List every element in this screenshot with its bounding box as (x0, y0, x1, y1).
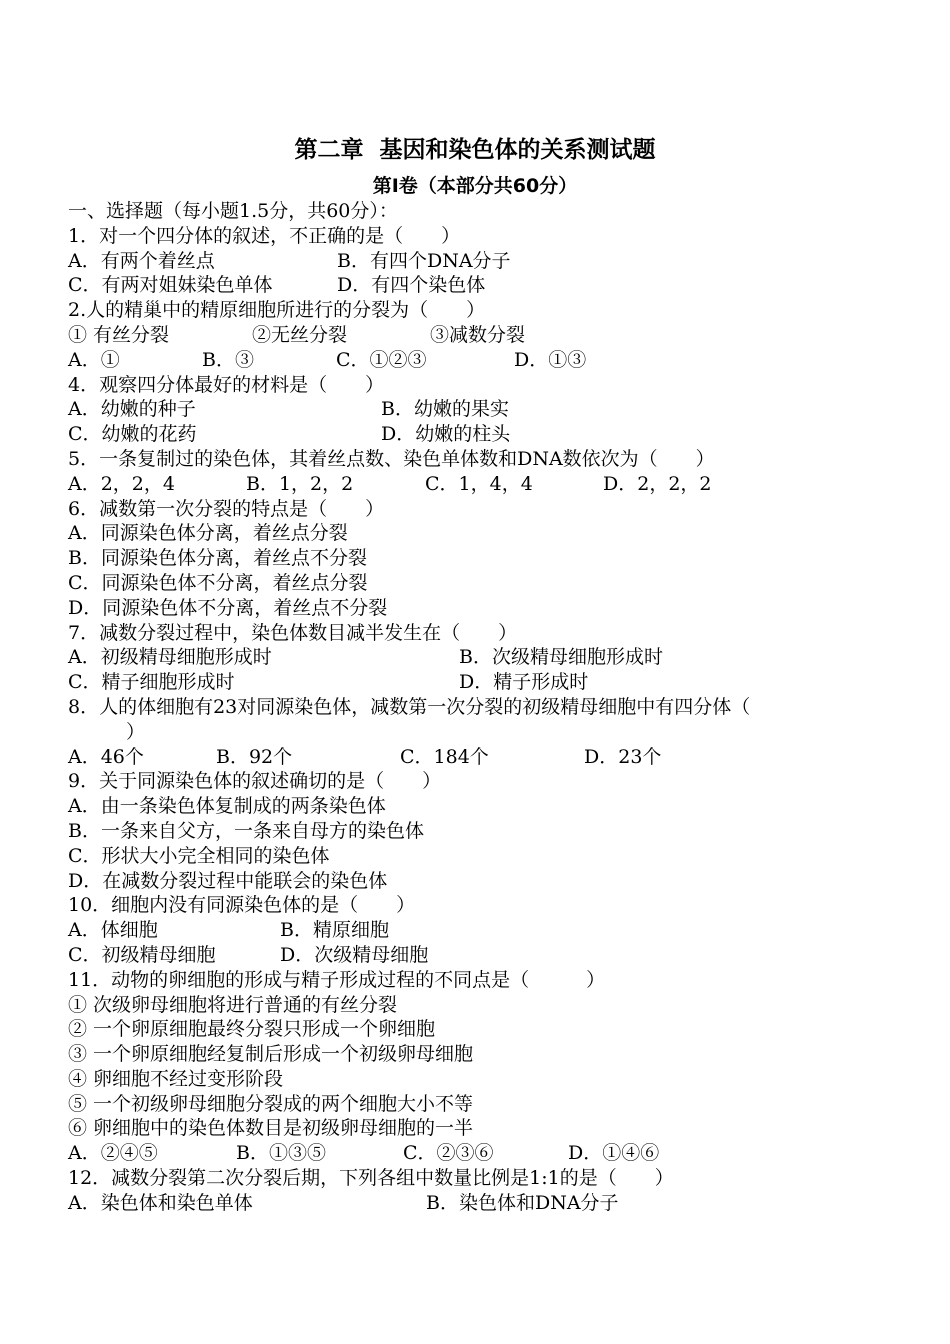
question-stem-continued (68, 720, 888, 745)
option-row (68, 1141, 888, 1166)
question-list (68, 199, 888, 1216)
option: A．由一条染色体复制成的两条染色体 (68, 795, 386, 818)
option: C．184个 (400, 745, 489, 768)
option: D．精子形成时 (459, 671, 589, 694)
option: B．一条来自父方，一条来自母方的染色体 (68, 819, 424, 842)
option: B．同源染色体分离，着丝点不分裂 (68, 547, 367, 570)
option: A．幼嫩的种子 (68, 398, 196, 421)
bracket-close: ） (126, 720, 146, 743)
option: A．2，2，4 (68, 472, 175, 495)
option: A．同源染色体分离，着丝点分裂 (68, 522, 348, 545)
option: C．②③⑥ (403, 1142, 494, 1165)
option: C．①②③ (336, 348, 427, 371)
option-row (68, 472, 888, 497)
option: B．有四个DNA分子 (337, 249, 511, 272)
statement: ② 一个卵原细胞最终分裂只形成一个卵细胞 (68, 1018, 436, 1041)
statement: ④ 卵细胞不经过变形阶段 (68, 1067, 284, 1090)
option-row (68, 745, 888, 770)
option-row (68, 422, 888, 447)
option: D．有四个染色体 (337, 274, 486, 297)
question-stem: 1．对一个四分体的叙述，不正确的是（ ） (68, 224, 461, 247)
option: B．精原细胞 (280, 919, 389, 942)
question-stem: 6．减数第一次分裂的特点是（ ） (68, 497, 385, 520)
option: A．46个 (68, 745, 144, 768)
statement: ③ 一个卵原细胞经复制后形成一个初级卵母细胞 (68, 1043, 474, 1066)
option: B．92个 (216, 745, 293, 768)
statement: ① 次级卵母细胞将进行普通的有丝分裂 (68, 993, 398, 1016)
option-row (68, 249, 888, 274)
option: D．在减数分裂过程中能联会的染色体 (68, 869, 388, 892)
option: C．精子细胞形成时 (68, 671, 235, 694)
option: C．形状大小完全相同的染色体 (68, 844, 330, 867)
option-row (68, 918, 888, 943)
option: C．有两对姐妹染色单体 (68, 274, 273, 297)
option: A．体细胞 (68, 919, 158, 942)
option-row (68, 397, 888, 422)
option: A．②④⑤ (68, 1142, 158, 1165)
option: C．初级精母细胞 (68, 943, 216, 966)
option-row (68, 273, 888, 298)
question-stem: 10．细胞内没有同源染色体的是（ ） (68, 894, 416, 917)
question-stem: 5．一条复制过的染色体，其着丝点数、染色单体数和DNA数依次为（ ） (68, 447, 715, 470)
option: ③减数分裂 (430, 323, 526, 346)
section-heading: 一、选择题（每小题1.5分，共60分）： (68, 200, 398, 222)
option-row (68, 323, 888, 348)
option-row (68, 943, 888, 968)
option: A．染色体和染色单体 (68, 1191, 253, 1214)
option: B．③ (202, 348, 254, 371)
option: D．2，2，2 (603, 472, 712, 495)
question-stem: 4．观察四分体最好的材料是（ ） (68, 373, 385, 396)
option: A．初级精母细胞形成时 (68, 646, 272, 669)
option: C．1，4，4 (425, 472, 533, 495)
option-row (68, 670, 888, 695)
option: D．①④⑥ (568, 1142, 660, 1165)
page-subtitle: 第Ⅰ卷（本部分共60分） (372, 175, 578, 197)
option: D．同源染色体不分离，着丝点不分裂 (68, 596, 388, 619)
question-stem: 2.人的精巢中的精原细胞所进行的分裂为（ ） (68, 299, 486, 322)
question-stem: 11．动物的卵细胞的形成与精子形成过程的不同点是（ ） (68, 968, 606, 991)
option: B．1，2，2 (246, 472, 354, 495)
question-stem: 9．关于同源染色体的叙述确切的是（ ） (68, 770, 442, 793)
option: D．①③ (514, 348, 587, 371)
option: B．①③⑤ (236, 1142, 326, 1165)
option: D．次级精母细胞 (280, 943, 429, 966)
option: C．幼嫩的花药 (68, 423, 197, 446)
option-row (68, 1191, 888, 1216)
option: A．有两个着丝点 (68, 249, 215, 272)
page-title: 第二章 基因和染色体的关系测试题 (294, 137, 656, 163)
statement: ⑥ 卵细胞中的染色体数目是初级卵母细胞的一半 (68, 1117, 474, 1140)
statement: ⑤ 一个初级卵母细胞分裂成的两个细胞大小不等 (68, 1092, 474, 1115)
option: D．幼嫩的柱头 (381, 423, 511, 446)
option: C．同源染色体不分离，着丝点分裂 (68, 571, 368, 594)
option: B．次级精母细胞形成时 (459, 646, 663, 669)
option: ②无丝分裂 (252, 323, 348, 346)
option: D．23个 (584, 745, 662, 768)
option: A．① (68, 348, 120, 371)
question-stem: 8．人的体细胞有23对同源染色体，减数第一次分裂的初级精母细胞中有四分体（ (68, 695, 751, 718)
option-row (68, 348, 888, 373)
question-stem: 12．减数分裂第二次分裂后期，下列各组中数量比例是1:1的是（ ） (68, 1167, 674, 1190)
option: ① 有丝分裂 (68, 323, 170, 346)
option: B．幼嫩的果实 (381, 398, 509, 421)
option-row (68, 645, 888, 670)
question-stem: 7．减数分裂过程中，染色体数目减半发生在（ ） (68, 621, 518, 644)
option: B．染色体和DNA分子 (426, 1191, 619, 1214)
